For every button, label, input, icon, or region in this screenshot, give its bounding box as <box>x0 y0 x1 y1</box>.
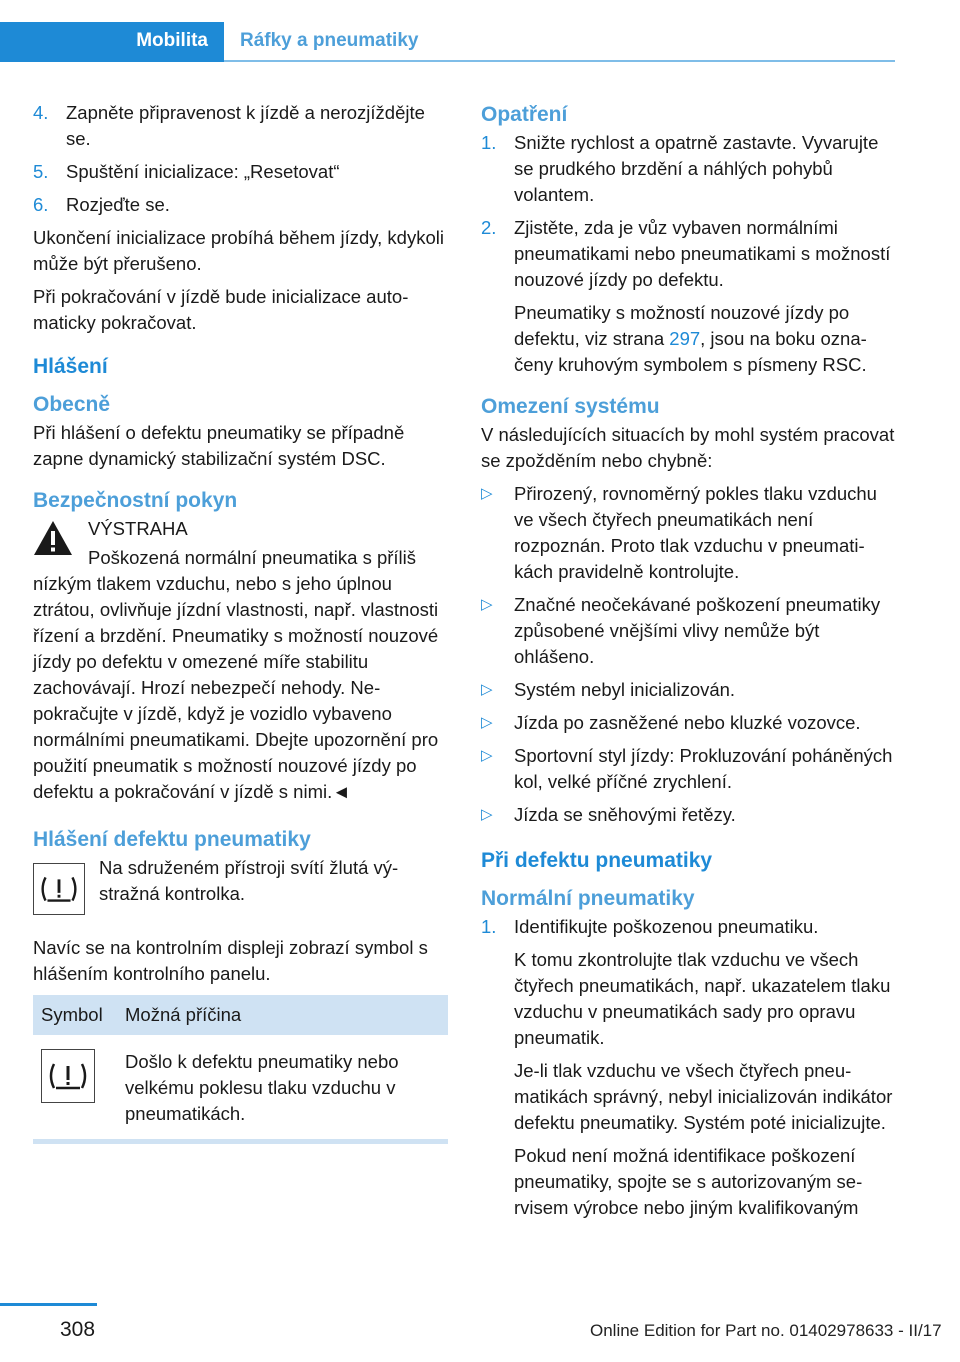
table-header-symbol: Symbol <box>33 995 117 1035</box>
table-bottom-rule <box>33 1139 448 1144</box>
heading-normalni-pneumatiky: Normální pneumatiky <box>481 887 695 910</box>
step-text: Rozjeďte se. <box>66 194 170 215</box>
bullet-item <box>481 743 895 795</box>
tab-rafky-a-pneumatiky[interactable]: Ráfky a pneumatiky <box>240 30 419 51</box>
bullet-text: Přirozený, rovnoměrný pokles tlaku vzduchu ve všech čtyřech pneumatikách není rozpoznán. Proto tlak vzduchu v pneumatikách pravidelně kontrolujte. <box>514 483 877 582</box>
bullet-text: Sportovní styl jízdy: Prokluzování poháněných kol, velké příčné zrychlení. <box>514 745 893 792</box>
step-item <box>481 215 895 293</box>
step-text: Zjistěte, zda je vůz vybaven normálními pneumatikami nebo pneumatikami s možností nouzové jízdy po defektu. <box>514 217 891 290</box>
bullet-arrow-icon: ▷ <box>481 806 493 823</box>
tab-mobilita-label: Mobilita <box>136 30 208 51</box>
header-tabbar <box>0 22 895 62</box>
step-subparagraph: Je-li tlak vzduchu ve všech čtyřech pneumatikách správný, nebyl inicializován indikátor defektu pneumatiky. Systém poté inicializujte. <box>514 1060 893 1133</box>
heading-hlaseni-defektu: Hlášení defektu pneumatiky <box>33 828 311 851</box>
tire-pressure-warning-icon <box>33 863 85 915</box>
step-text: Spuštění inicializace: „Resetovat“ <box>66 161 340 182</box>
bullet-arrow-icon: ▷ <box>481 714 493 731</box>
heading-bezpecnostni-pokyn: Bezpečnostní pokyn <box>33 489 238 512</box>
step-number: 1. <box>481 916 497 937</box>
edition-text: Online Edition for Part no. 01402978633 - II/17 <box>590 1321 942 1340</box>
warning-text: Poškozená normální pneumatika s příliš nízkým tlakem vzduchu, nebo s jeho úplnou ztrátou, ovlivňuje jízdní vlastnosti, např. vlastnosti řízení a brzdění. Pneumatiky s možností nouzové jízdy po defektu v omezené míře stabilitu zachovávají. Hrozí nebezpečí nehody. Nepokračujte v jízdě, když je vozidlo vybaveno normálními pneumatikami. Dbejte upozornění pro použití pneumatik s možností nouzové jízdy po defektu a pokračování v jízdě s nimi.◄ <box>33 547 439 802</box>
heading-opatreni: Opatření <box>481 103 568 126</box>
step-item <box>481 914 895 940</box>
bullet-item <box>481 592 895 670</box>
warning-block <box>33 516 448 805</box>
paragraph: Při hlášení o defektu pneumatiky se případně zapne dynamický stabilizační systém DSC. <box>33 422 405 469</box>
page-number: 308 <box>60 1318 96 1341</box>
step-text: Zapněte připravenost k jízdě a nerozjíždějte se. <box>66 102 425 149</box>
heading-hlaseni: Hlášení <box>33 355 108 378</box>
bullet-arrow-icon: ▷ <box>481 681 493 698</box>
heading-obecne: Obecně <box>33 393 111 416</box>
step-item <box>33 192 448 218</box>
right-column <box>481 100 895 1228</box>
bullet-arrow-icon: ▷ <box>481 485 493 502</box>
table-cell-symbol <box>33 1035 117 1139</box>
tab-mobilita[interactable] <box>0 22 224 62</box>
step-text: Identifikujte poškozenou pneumatiku. <box>514 916 819 937</box>
step-subparagraph: Pokud není možná identifikace poškození pneumatiky, spojte se s autorizovaným servisem výrobce nebo jiným kvalifikovaným <box>514 1145 863 1218</box>
bullet-text: Značné neočekávané poškození pneumatiky způsobené vnějšími vlivy nemůže být ohlášeno. <box>514 594 881 667</box>
page-link-297[interactable]: 297 <box>669 328 701 349</box>
step-text: Snižte rychlost a opatrně zastavte. Vyvarujte se prudkého brzdění a náhlých pohybů volantem. <box>514 132 879 205</box>
footer-rule <box>0 1303 97 1306</box>
bullet-text: Jízda se sněhovými řetězy. <box>514 804 736 825</box>
bullet-item <box>481 481 895 585</box>
lamp-description: Na sdruženém přístroji svítí žlutá výstražná kontrolka. <box>99 857 399 904</box>
rsc-text-before: Pneumatiky s možností nouzové jízdy po defektu, viz strana <box>514 302 850 349</box>
bullet-item <box>481 802 895 828</box>
paragraph: Při pokračování v jízdě bude inicializace automaticky pokračovat. <box>33 286 409 333</box>
step-number: 6. <box>33 194 49 215</box>
step-number: 4. <box>33 102 49 123</box>
step-item <box>33 159 448 185</box>
step-number: 5. <box>33 161 49 182</box>
table-cell-cause: Došlo k defektu pneumatiky nebo velkému poklesu tlaku vzduchu v pneumatikách. <box>125 1051 399 1124</box>
step-number: 2. <box>481 217 497 238</box>
step-subparagraph <box>481 300 895 378</box>
rsc-text-after: , jsou na boku označeny kruhovým symbolem s písmeny RSC. <box>514 328 867 375</box>
warning-title: VÝSTRAHA <box>88 518 188 539</box>
bullet-text: Jízda po zasněžené nebo kluzké vozovce. <box>514 712 861 733</box>
heading-omezeni-systemu: Omezení systému <box>481 395 660 418</box>
heading-pri-defektu: Při defektu pneumatiky <box>481 849 713 872</box>
step-number: 1. <box>481 132 497 153</box>
tire-pressure-warning-icon <box>41 1049 95 1103</box>
paragraph: Ukončení inicializace probíhá během jízdy, kdykoli může být přerušeno. <box>33 227 444 274</box>
bullet-arrow-icon: ▷ <box>481 747 493 764</box>
bullet-text: Systém nebyl inicializován. <box>514 679 736 700</box>
step-item <box>481 130 895 208</box>
bullet-arrow-icon: ▷ <box>481 596 493 613</box>
paragraph: V následujících situacích by mohl systém pracovat se zpožděním nebo chybně: <box>481 424 895 471</box>
bullet-item <box>481 710 895 736</box>
bullet-item <box>481 677 895 703</box>
paragraph: Navíc se na kontrolním displeji zobrazí symbol s hlášením kontrolního panelu. <box>33 937 428 984</box>
symbol-table <box>33 995 448 1139</box>
table-header-cause: Možná příčina <box>117 995 448 1035</box>
step-subparagraph: K tomu zkontrolujte tlak vzduchu ve všech čtyřech pneumatikách, např. ukazatelem tlaku vzduchu v pneumatikách sady pro opravu pneumatik. <box>514 949 891 1048</box>
step-item <box>33 100 448 152</box>
header-divider <box>224 60 895 62</box>
warning-triangle-icon <box>33 520 73 556</box>
table-row <box>33 1035 448 1139</box>
warning-lamp-block <box>33 855 448 925</box>
left-column <box>33 100 448 1144</box>
